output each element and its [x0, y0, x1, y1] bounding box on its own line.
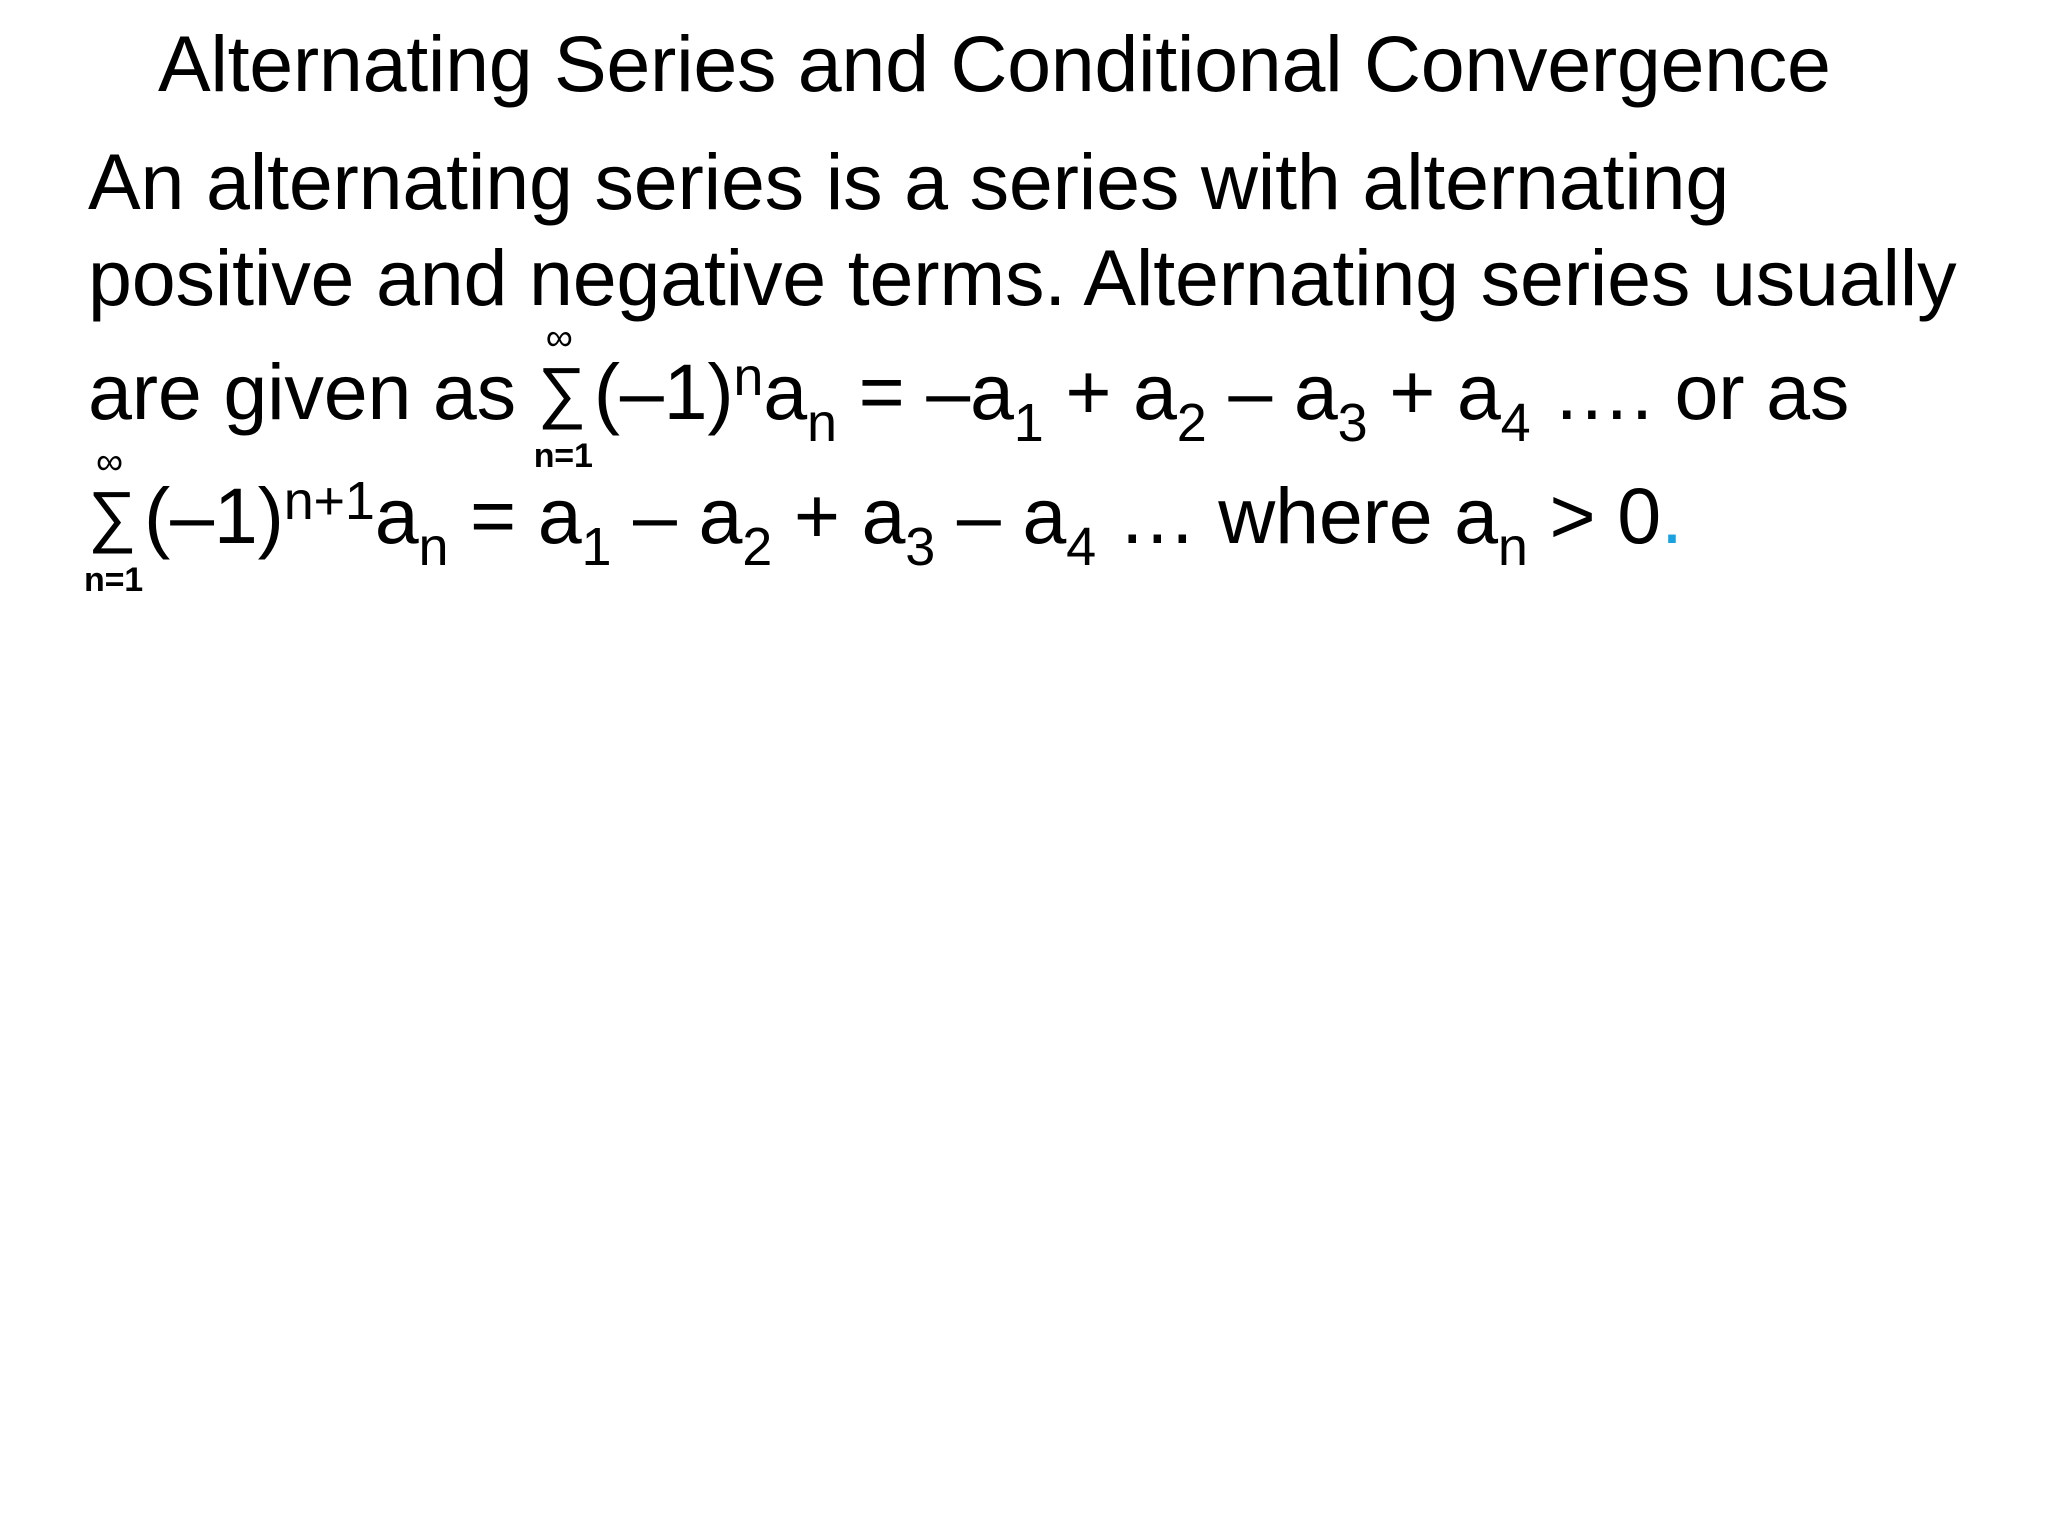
expansion-term-4: – a — [935, 471, 1067, 560]
final-period: . — [1660, 471, 1683, 560]
expansion-term-4: + a — [1367, 347, 1501, 436]
body-line-4 — [84, 441, 1683, 599]
term-exponent: n — [733, 347, 764, 407]
slide-title: Alternating Series and Conditional Convergence — [158, 19, 1831, 108]
body-line-2: positive and negative terms. Alternating series usually — [88, 233, 1957, 322]
line3-prefix: are given as — [88, 347, 538, 436]
expansion-eq: = a — [448, 471, 582, 560]
term-base: (–1) — [144, 471, 284, 560]
body-line-1: An alternating series is a series with alternating — [88, 137, 1730, 226]
sigma-glyph: ∑ — [88, 478, 137, 554]
subscript-1: 1 — [581, 517, 612, 577]
sum-lower-limit: n=1 — [533, 437, 593, 475]
subscript-2: 2 — [742, 517, 773, 577]
line3-tail: …. or as — [1530, 347, 1850, 436]
subscript-4: 4 — [1066, 517, 1096, 577]
expansion-term-3: – a — [1206, 347, 1338, 436]
subscript-2: 2 — [1176, 393, 1207, 453]
expansion-eq: = –a — [836, 347, 1014, 436]
term-a: a — [374, 471, 419, 560]
expansion-term-2: + a — [1043, 347, 1177, 436]
subscript-4: 4 — [1500, 393, 1531, 453]
summation-symbol — [84, 441, 144, 599]
term-base: (–1) — [593, 347, 734, 436]
subscript-1: 1 — [1013, 393, 1044, 453]
sigma-glyph: ∑ — [537, 354, 587, 430]
where-clause: … where a — [1095, 471, 1498, 560]
term-a-subscript: n — [807, 393, 837, 453]
term-exponent: n+1 — [283, 471, 375, 531]
subscript-n: n — [1497, 517, 1528, 577]
body-line-3 — [88, 317, 1850, 475]
term-a: a — [763, 347, 808, 436]
sum-lower-limit: n=1 — [84, 561, 143, 599]
term-a-subscript: n — [418, 517, 449, 577]
subscript-3: 3 — [905, 517, 936, 577]
expansion-term-3: + a — [772, 471, 906, 560]
sum-upper-limit: ∞ — [96, 441, 123, 483]
expansion-term-2: – a — [611, 471, 743, 560]
summation-symbol — [533, 317, 594, 475]
subscript-3: 3 — [1337, 393, 1368, 453]
positivity-condition: > 0 — [1527, 471, 1661, 560]
sum-upper-limit: ∞ — [545, 317, 573, 359]
